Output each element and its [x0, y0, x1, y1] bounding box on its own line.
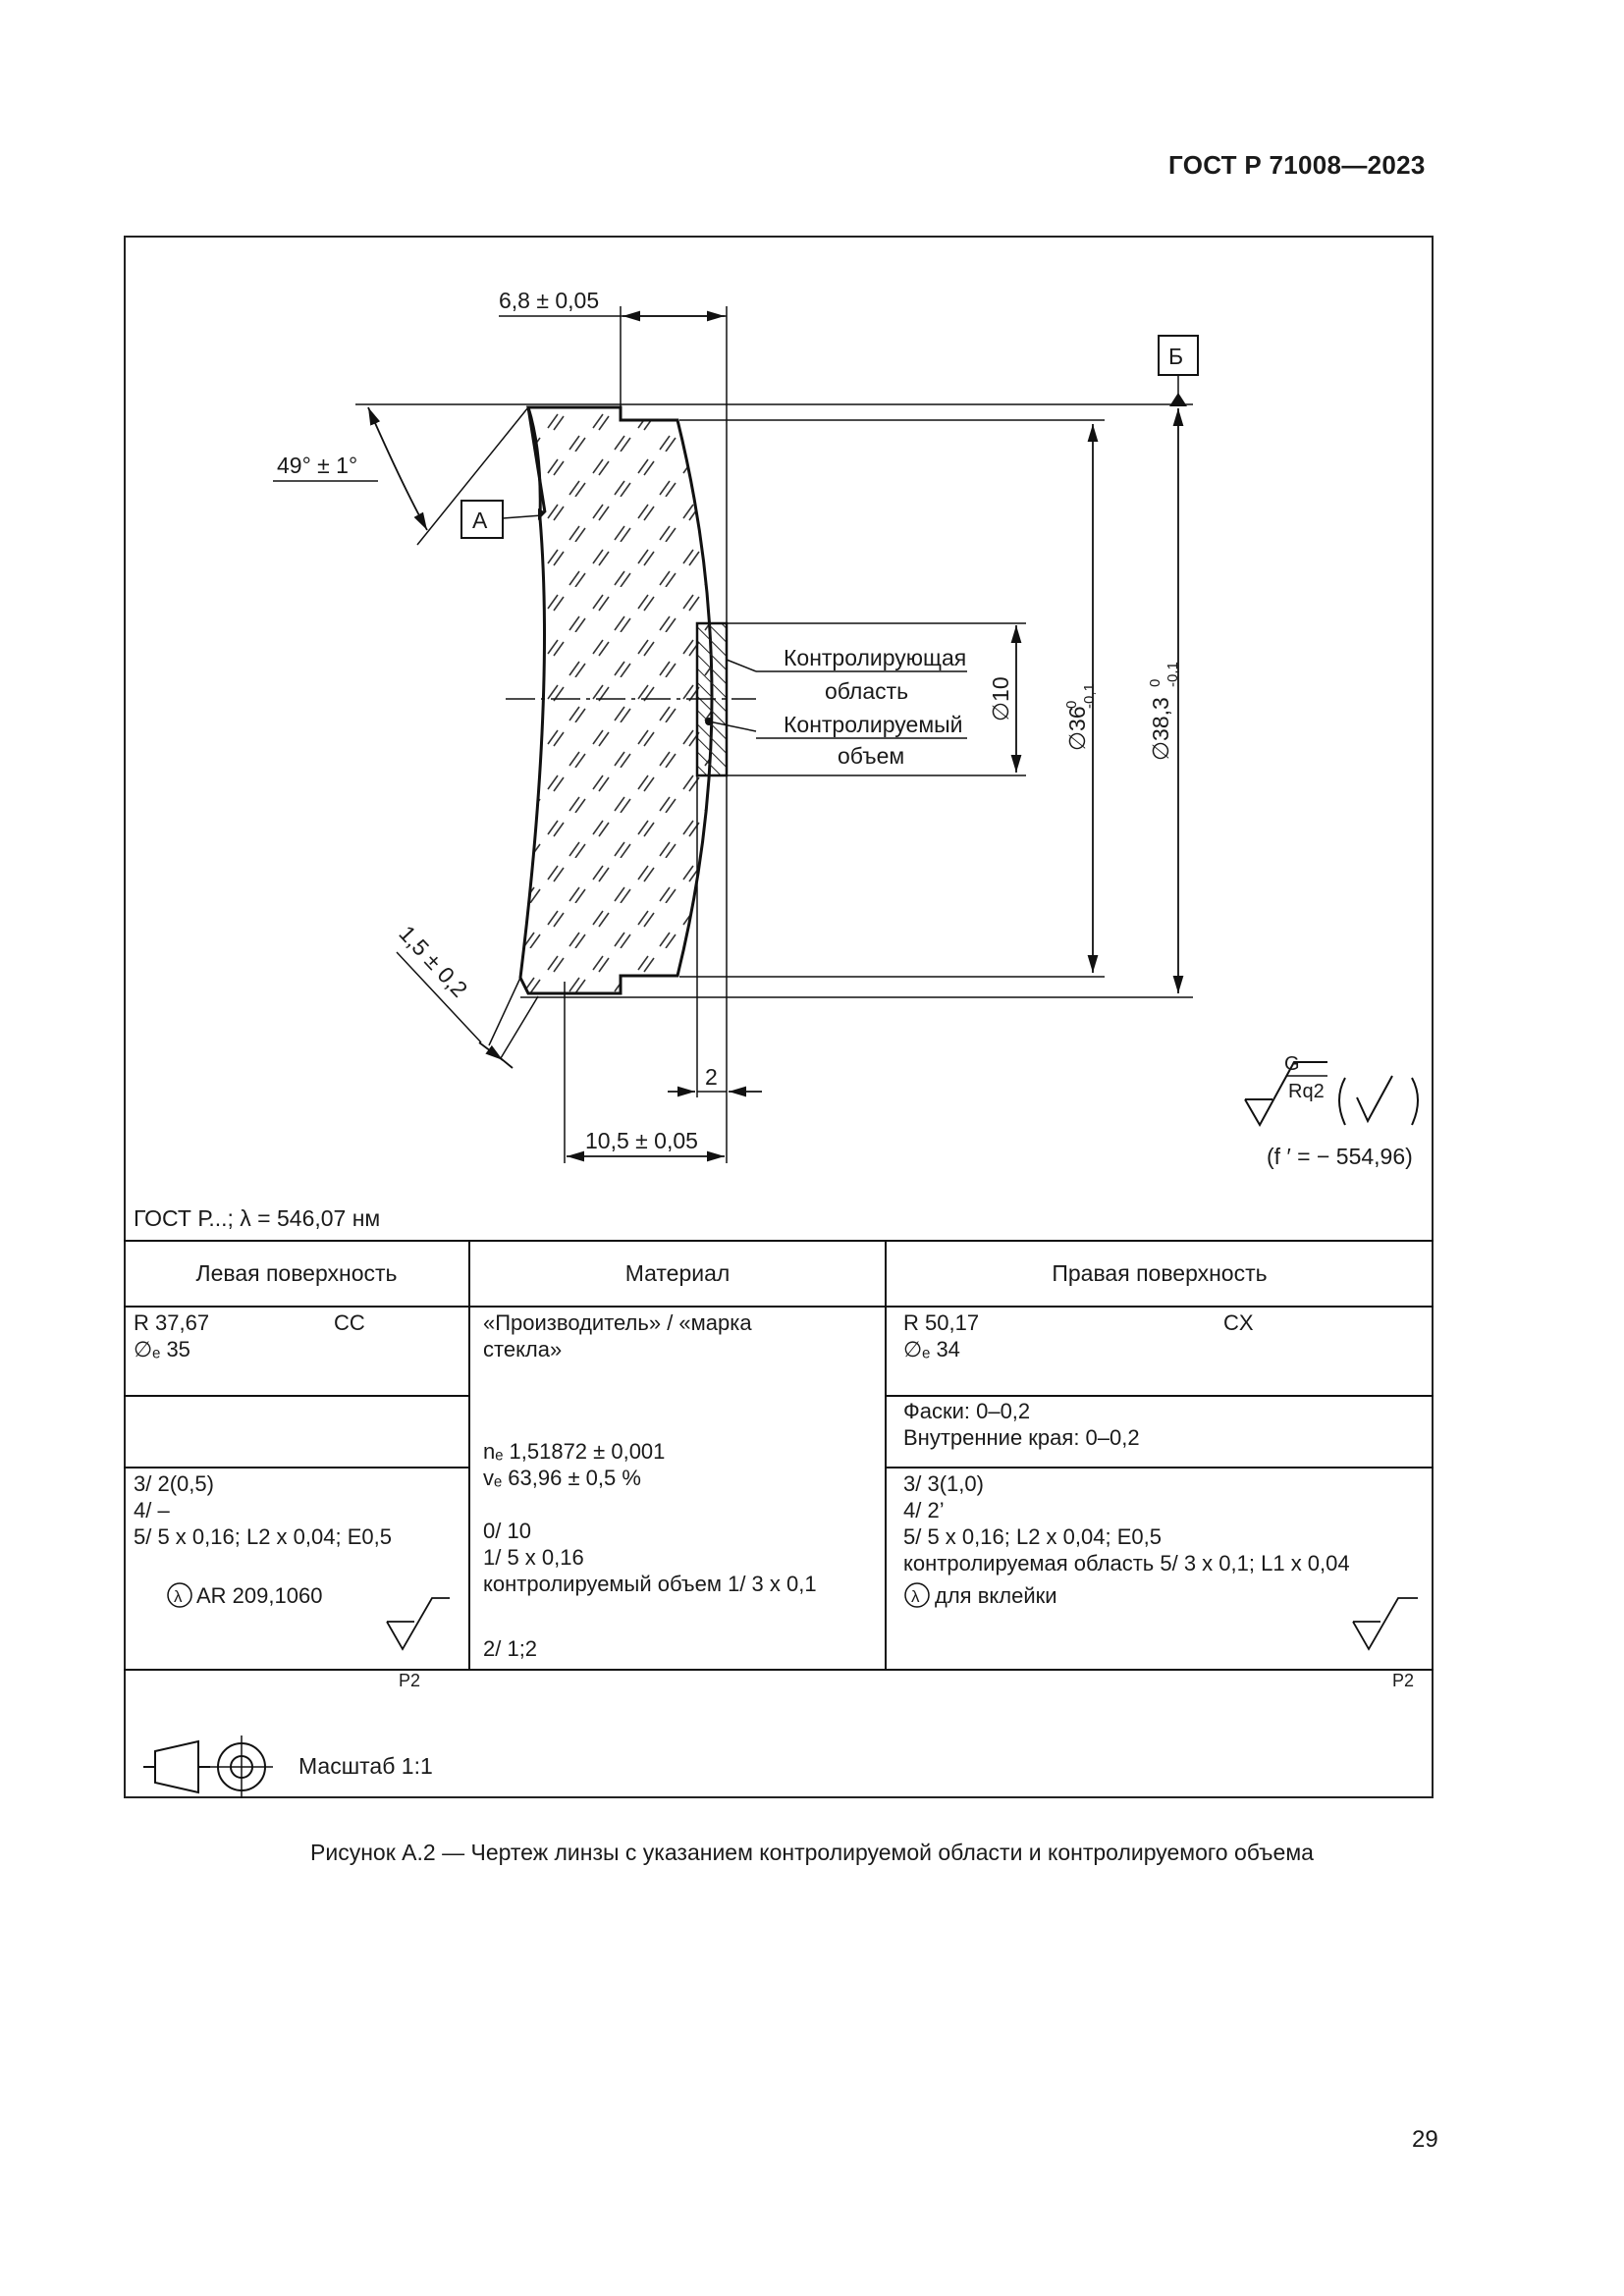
callout-control-volume-1: Контролируемый: [784, 712, 963, 737]
dim-dia-38-lower: -0,1: [1164, 662, 1181, 687]
callout-control-area-1: Контролирующая: [784, 645, 967, 670]
material-tolerances: 0/ 10 1/ 5 x 0,16 контролируемый объем 1/ 3 x 0,1: [483, 1519, 817, 1596]
dim-dia-36-upper: 0: [1063, 700, 1080, 709]
material-stress: 2/ 1;2: [483, 1636, 538, 1661]
header-right-surface: Правая поверхность: [1052, 1260, 1268, 1286]
document-code: ГОСТ Р 71008—2023: [1168, 150, 1426, 180]
datum-b: Б: [1168, 344, 1184, 369]
right-radius-type: CX: [1223, 1310, 1254, 1335]
left-radius: R 37,67: [134, 1310, 210, 1335]
dim-zone-depth: 2: [705, 1064, 718, 1090]
right-diameter: ∅ₑ 34: [903, 1337, 960, 1362]
right-chamfers: Фаски: 0–0,2 Внутренние края: 0–0,2: [903, 1399, 1140, 1450]
header-material: Материал: [624, 1260, 731, 1286]
dim-dia-38: ∅38,3: [1148, 697, 1173, 761]
left-coating: AR 209,1060: [196, 1583, 323, 1608]
material-ne: nₑ 1,51872 ± 0,001: [483, 1439, 666, 1464]
finish-left: P2: [399, 1671, 421, 1690]
dim-edge-thickness: 6,8 ± 0,05: [499, 288, 600, 313]
callout-control-area-2: область: [825, 678, 909, 704]
coating-symbol-left: λ: [174, 1587, 183, 1606]
dim-dia-36-lower: -0,1: [1081, 683, 1098, 709]
callout-control-volume-2: объем: [838, 743, 905, 769]
spec-line: ГОСТ Р...; λ = 546,07 нм: [134, 1205, 381, 1231]
left-tolerances: 3/ 2(0,5) 4/ – 5/ 5 x 0,16; L2 x 0,04; E0,5: [134, 1471, 392, 1549]
roughness-g: G: [1284, 1053, 1300, 1075]
lens-body: [520, 407, 712, 993]
finish-right: P2: [1392, 1671, 1415, 1690]
right-tolerances: 3/ 3(1,0) 4/ 2’ 5/ 5 x 0,16; L2 x 0,04; E0,5 контролируемая область 5/ 3 x 0,1; L1 x 0,04: [903, 1471, 1350, 1575]
left-diameter: ∅ₑ 35: [134, 1337, 190, 1362]
material-name: «Производитель» / «марка стекла»: [483, 1310, 752, 1362]
focal-length: (f ′ = − 554,96): [1267, 1144, 1413, 1169]
right-radius: R 50,17: [903, 1310, 980, 1335]
dim-bevel-angle: 49° ± 1°: [277, 453, 358, 478]
roughness-rq: Rq2: [1288, 1081, 1325, 1102]
dim-center-thickness: 10,5 ± 0,05: [585, 1128, 698, 1153]
scale-label: Масштаб 1:1: [298, 1753, 433, 1779]
left-radius-type: CC: [334, 1310, 365, 1335]
projection-icon: [143, 1735, 273, 1798]
right-coating: для вклейки: [935, 1583, 1057, 1608]
page-number: 29: [1412, 2126, 1438, 2153]
figure-caption: Рисунок А.2 — Чертеж линзы с указанием контролируемой области и контролируемого объема: [310, 1840, 1314, 1865]
coating-symbol-right: λ: [911, 1587, 920, 1606]
dim-dia-zone: ∅10: [988, 676, 1013, 721]
dim-dia-38-upper: 0: [1147, 678, 1164, 687]
datum-a: А: [472, 507, 488, 533]
material-ve: vₑ 63,96 ± 0,5 %: [483, 1466, 641, 1490]
header-left-surface: Левая поверхность: [195, 1260, 398, 1286]
dim-dia-36: ∅36: [1064, 706, 1090, 751]
dim-chamfer: 1,5 ± 0,2: [394, 920, 473, 1002]
